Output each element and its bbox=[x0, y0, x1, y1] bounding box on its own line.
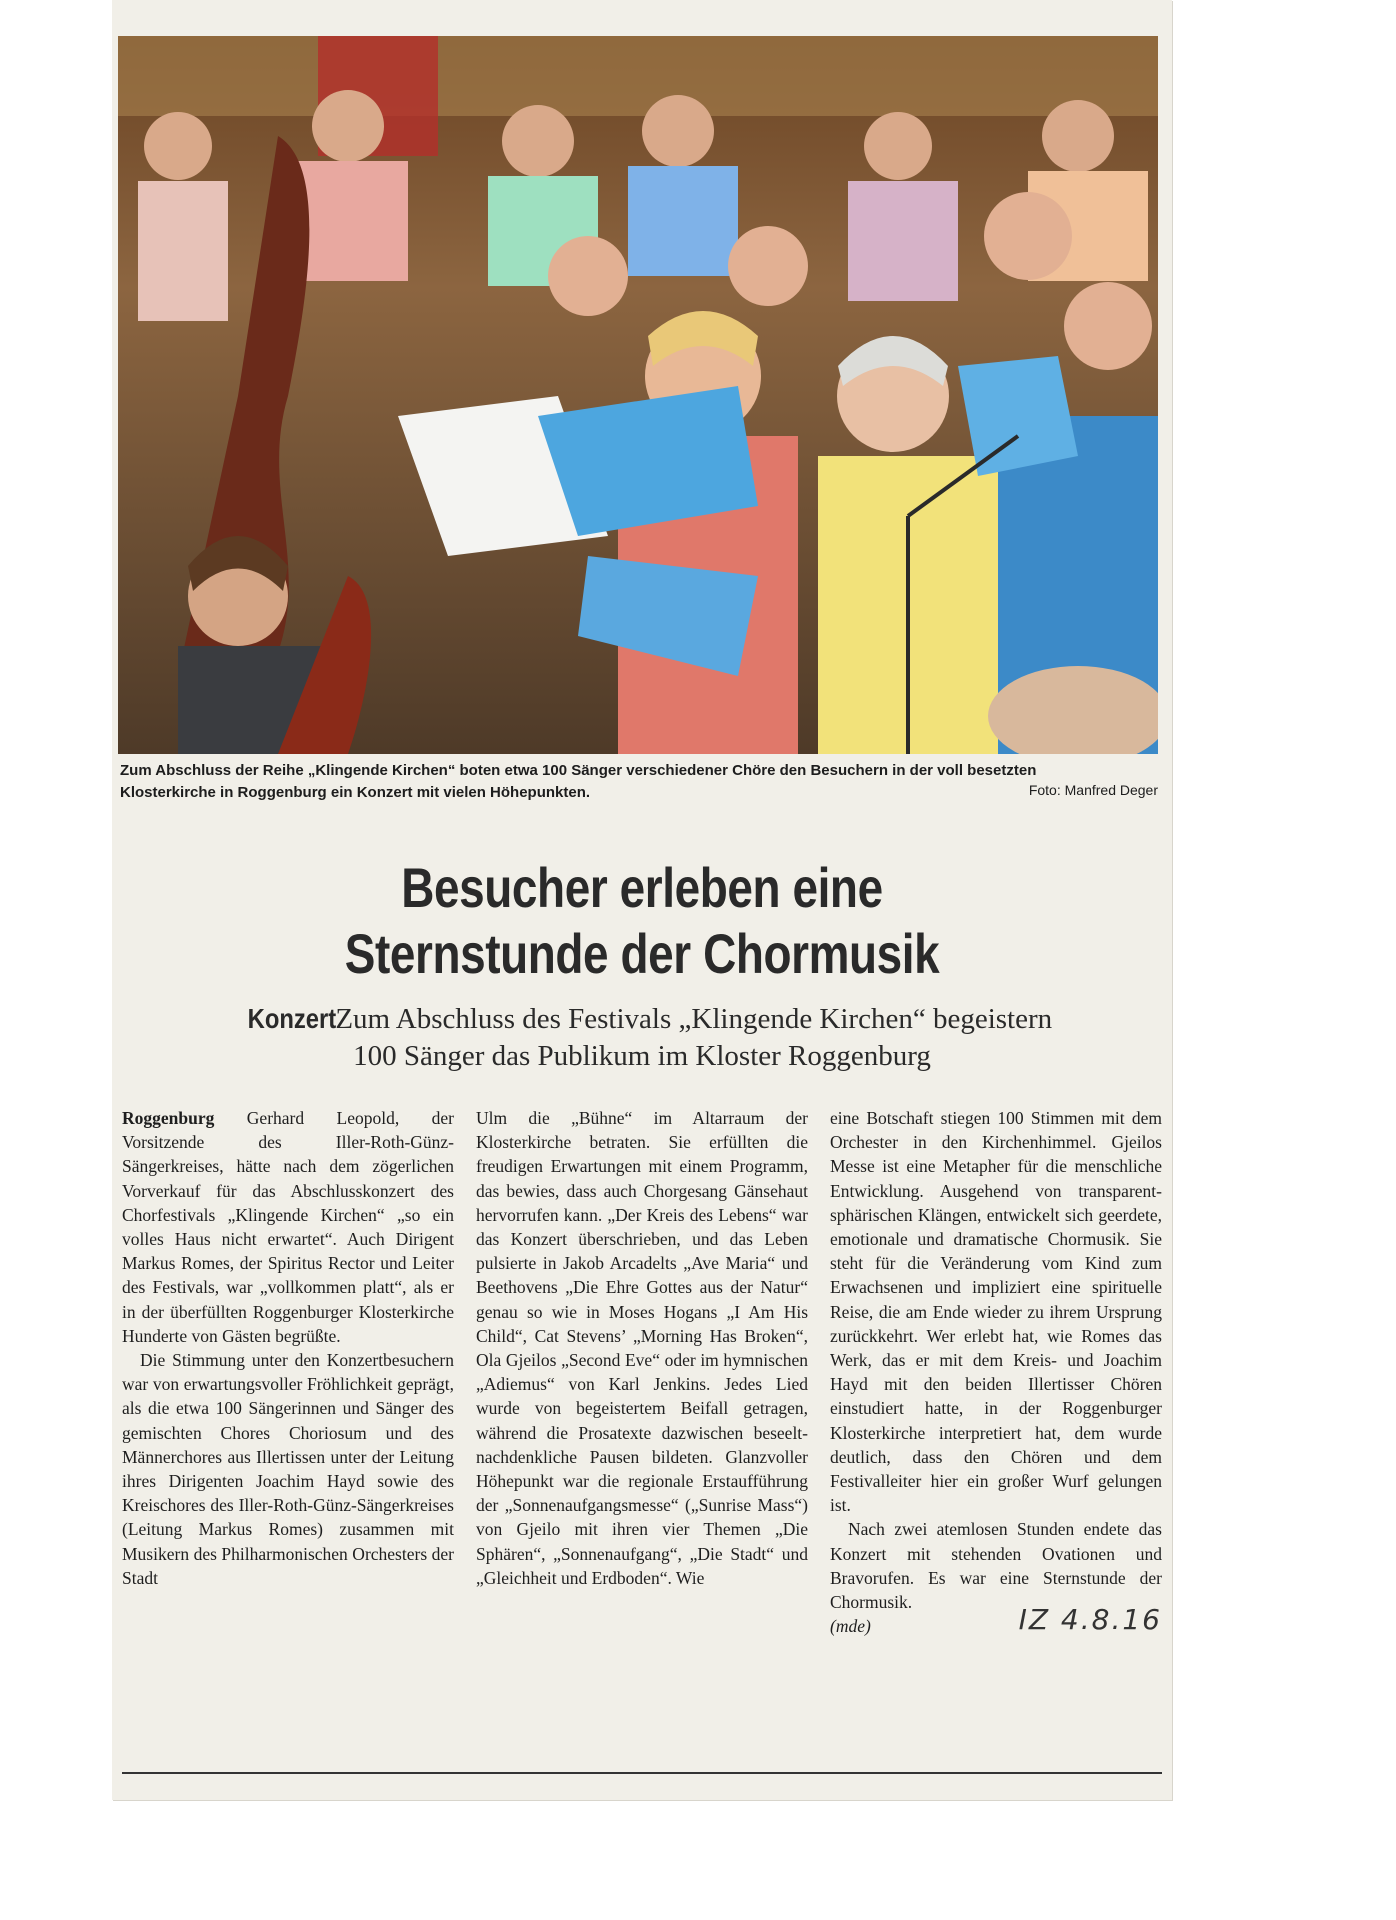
subheadline-text-1: Zum Abschluss des Festivals „Klingende Kirchen“ begeistern bbox=[335, 1003, 1053, 1035]
photo-credit: Foto: Manfred Deger bbox=[1028, 782, 1158, 798]
headline bbox=[207, 855, 1076, 987]
paragraph: Ulm die „Bühne“ im Altarraum der Klosterkirche betraten. Sie erfüllten die freudigen Erwartungen mit einem Programm, das bewies, dass auch Chorgesang Gänsehaut hervorrufen kann. „Der Kreis des Lebens“ war das Konzert überschrieben, und das Leben pulsierte in Jakob Arcadelts „Ave Maria“ und Beethovens „Die Ehre Gottes aus der Natur“ genau so wie in Moses Hogans „I Am His Child“, Cat Stevens’ „Morning Has Broken“, Ola Gjeilos „Second Eve“ oder im hymnischen „Adiemus“ von Karl Jenkins. Jedes Lied wurde von begeistertem Beifall getragen, während die Prosatexte dazwischen beseelt-nachdenkliche Pausen bildeten. Glanzvoller Höhepunkt war die regionale Erstaufführung der „Sonnenaufgangsmesse“ („Sunrise Mass“) von Gjeilo mit ihren vier Themen „Die Sphären“, „Sonnenaufgang“, „Die Stadt“ und „Gleichheit und Erdboden“. Wie bbox=[476, 1108, 808, 1588]
handwritten-note: IZ 4.8.16 bbox=[1018, 1603, 1162, 1637]
headline-line-1: Besucher erleben eine bbox=[401, 856, 883, 919]
subheadline-kicker: Konzert bbox=[247, 1003, 337, 1034]
paragraph bbox=[830, 1603, 1162, 1638]
article-column-1 bbox=[122, 1106, 454, 1638]
caption-line-2: Klosterkirche in Roggenburg ein Konzert mit vielen Höhepunkten. bbox=[120, 784, 591, 801]
paragraph-text: Gerhard Leopold, der Vorsitzende des Iller-Roth-Günz-Sängerkreises, hätte nach dem zögerlichen Vorverkauf für das Abschlusskonzert des Chorfestivals „Klingende Kirchen“ „so ein volles Haus nicht erwartet“. Auch Dirigent Markus Romes, der Spiritus Rector und Leiter des Festivals, war „vollkommen platt“, als er in der überfüllten Roggenburger Klosterkirche Hunderte von Gästen begrüßte. bbox=[122, 1108, 454, 1346]
choir-photo bbox=[118, 36, 1158, 754]
newspaper-clipping bbox=[112, 0, 1172, 1800]
article-body bbox=[122, 1106, 1162, 1638]
caption-line-1: Zum Abschluss der Reihe „Klingende Kirchen“ boten etwa 100 Sänger verschiedener Chöre den Besuchern in der voll besetzten bbox=[120, 762, 1037, 779]
paragraph: eine Botschaft stiegen 100 Stimmen mit dem Orchester in den Kirchenhimmel. Gjeilos Messe ist eine Metapher für die menschliche Entwicklung. Ausgehend von transparent-sphärischen Klängen, entwickelt sich geerdete, emotionale und dramatische Chormusik. Sie steht für die Veränderung vom Kind zum Erwachsenen und impliziert eine spirituelle Reise, die am Ende wieder zu ihrem Ursprung zurückkehrt. Wer erlebt hat, wie Romes das Werk, das er mit dem Kreis- und Joachim Hayd mit den beiden Illertisser Chören einstudiert hatte, in der Roggenburger Klosterkirche interpretiert hat, dem wurde deutlich, dass den Chören und dem Festivalleiter hier ein großer Wurf gelungen ist. bbox=[830, 1108, 1162, 1516]
headline-line-2: Sternstunde der Chormusik bbox=[344, 922, 940, 985]
author-initials: (mde) bbox=[830, 1616, 871, 1637]
article-column-3 bbox=[830, 1106, 1162, 1638]
paragraph: Die Stimmung unter den Konzertbesuchern war von erwartungsvoller Fröhlichkeit geprägt, als die etwa 100 Sängerinnen und Sänger des gemischten Chores Choriosum und des Männerchores aus Illertissen unter der Leitung ihres Dirigenten Joachim Hayd sowie des Kreischores des Iller-Roth-Günz-Sängerkreises (Leitung Markus Romes) zusammen mit Musikern des Philharmonischen Orchesters der Stadt bbox=[122, 1350, 454, 1588]
article-column-2 bbox=[476, 1106, 808, 1638]
subheadline-line-1 bbox=[112, 1000, 1172, 1038]
subheadline-line-2: 100 Sänger das Publikum im Kloster Roggenburg bbox=[353, 1040, 931, 1072]
paragraph bbox=[122, 1106, 454, 1348]
paragraph: Nach zwei atemlosen Stunden endete das Konzert mit stehenden Ovationen und Bravorufen. Es war eine Sternstunde der Chormusik. bbox=[830, 1519, 1162, 1613]
bottom-rule bbox=[122, 1772, 1162, 1774]
subheadline bbox=[112, 1000, 1172, 1075]
dateline: Roggenburg bbox=[122, 1108, 215, 1128]
choir-photo-illustration bbox=[118, 36, 1158, 754]
photo-caption bbox=[120, 760, 1160, 804]
